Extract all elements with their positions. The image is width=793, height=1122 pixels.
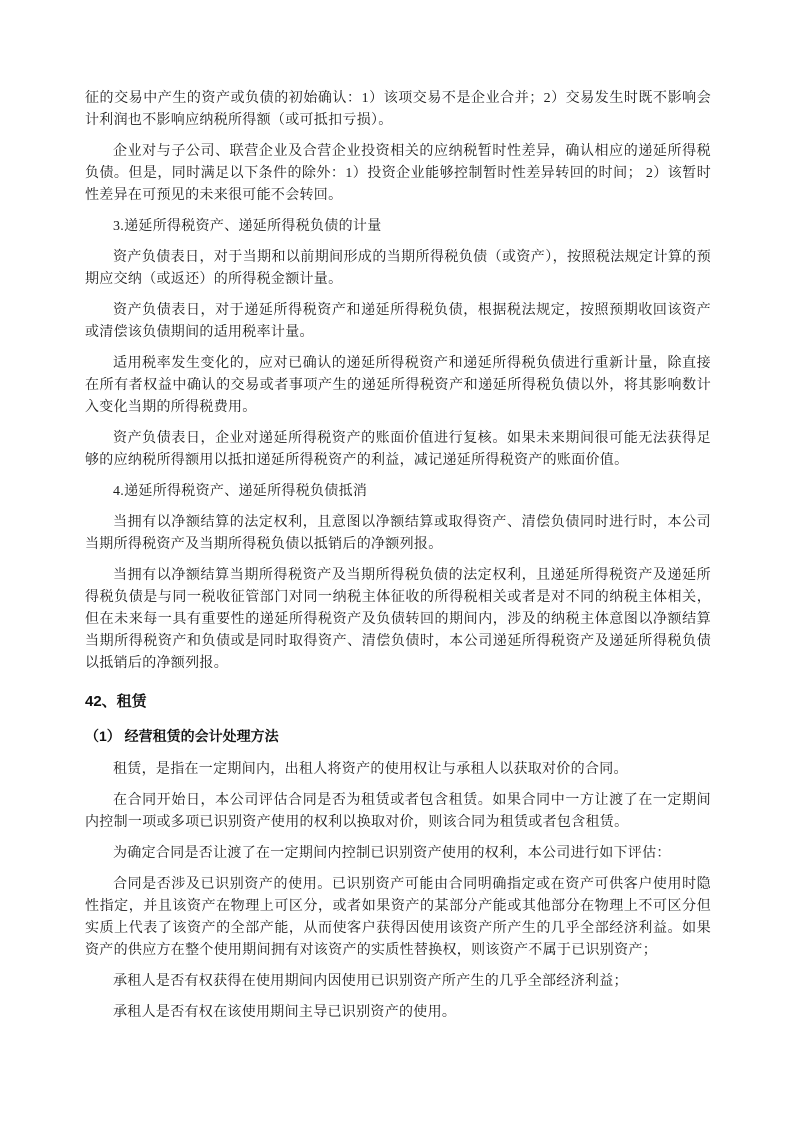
paragraph-net-settlement-deferred: 当拥有以净额结算当期所得税资产及当期所得税负债的法定权利，且递延所得税资产及递延所得税负债是与同一税收征管部门对同一纳税主体征收的所得税相关或者是对不同的纳税主体相关，但在未来每一具有重要性的递延所得税资产及负债转回的期间内，涉及的纳税主体意图以净额结算当期所得税资产和负债或是同时取得资产、清偿负债时，本公司递延所得税资产及递延所得税负债以抵销后的净额列报。: [85, 568, 711, 671]
paragraph-net-settlement-current: 当拥有以净额结算的法定权利，且意图以净额结算或取得资产、清偿负债同时进行时，本公司当期所得税资产及当期所得税负债以抵销后的净额列报。: [85, 515, 711, 552]
paragraph-assessment-intro: 为确定合同是否让渡了在一定期间内控制已识别资产使用的权利，本公司进行如下评估：: [113, 846, 671, 861]
paragraph-carrying-value-review: 资产负债表日，企业对递延所得税资产的账面价值进行复核。如果未来期间很可能无法获得足够的应纳税所得额用以抵扣递延所得税资产的利益，减记递延所得税资产的账面价值。: [85, 431, 711, 468]
subsection-heading-operating-lease-accounting: （1） 经营租赁的会计处理方法: [85, 728, 279, 744]
paragraph-identified-asset-use: 合同是否涉及已识别资产的使用。已识别资产可能由合同明确指定或在资产可供客户使用时隐性指定，并且该资产在物理上可区分，或者如果资产的某部分产能或其他部分在物理上不可区分但实质上代表了该资产的全部产能，从而使客户获得因使用该资产所产生的几乎全部经济利益。如果资产的供应方在整个使用期间拥有对该资产的实质性替换权，则该资产不属于已识别资产；: [85, 877, 711, 958]
paragraph-lessee-economic-benefits: 承租人是否有权获得在使用期间内因使用已识别资产所产生的几乎全部经济利益；: [113, 974, 628, 989]
subheading-deferred-tax-offset: 4.递延所得税资产、递延所得税负债抵消: [113, 484, 368, 499]
subheading-deferred-tax-measurement: 3.递延所得税资产、递延所得税负债的计量: [113, 219, 382, 234]
paragraph-balance-sheet-date-deferred-tax: 资产负债表日，对于递延所得税资产和递延所得税负债，根据税法规定，按照预期收回该资产或清偿该负债期间的适用税率计量。: [85, 303, 711, 340]
paragraph-initial-recognition-continuation: 征的交易中产生的资产或负债的初始确认：1）该项交易不是企业合并；2）交易发生时既不影响会计利润也不影响应纳税所得额（或可抵扣亏损）。: [85, 91, 711, 128]
paragraph-tax-rate-change: 适用税率发生变化的，应对已确认的递延所得税资产和递延所得税负债进行重新计量，除直接在所有者权益中确认的交易或者事项产生的递延所得税资产和递延所得税负债以外，将其影响数计入变化当期的所得税费用。: [85, 356, 711, 415]
section-heading-lease: 42、租赁: [85, 693, 147, 710]
paragraph-contract-inception-assessment: 在合同开始日，本公司评估合同是否为租赁或者包含租赁。如果合同中一方让渡了在一定期间内控制一项或多项已识别资产使用的权利以换取对价，则该合同为租赁或者包含租赁。: [85, 793, 711, 830]
paragraph-balance-sheet-date-current-tax: 资产负债表日，对于当期和以前期间形成的当期所得税负债（或资产），按照税法规定计算的预期应交纳（或返还）的所得税金额计量。: [85, 250, 711, 287]
paragraph-lessee-direct-use: 承租人是否有权在该使用期间主导已识别资产的使用。: [113, 1005, 457, 1020]
paragraph-lease-definition: 租赁，是指在一定期间内，出租人将资产的使用权让与承租人以获取对价的合同。: [113, 762, 628, 777]
paragraph-investment-temporary-differences: 企业对与子公司、联营企业及合营企业投资相关的应纳税暂时性差异，确认相应的递延所得税负债。但是，同时满足以下条件的除外：1）投资企业能够控制暂时性差异转回的时间； 2）该暂时性差异在可预见的未来很可能不会转回。: [85, 144, 711, 203]
